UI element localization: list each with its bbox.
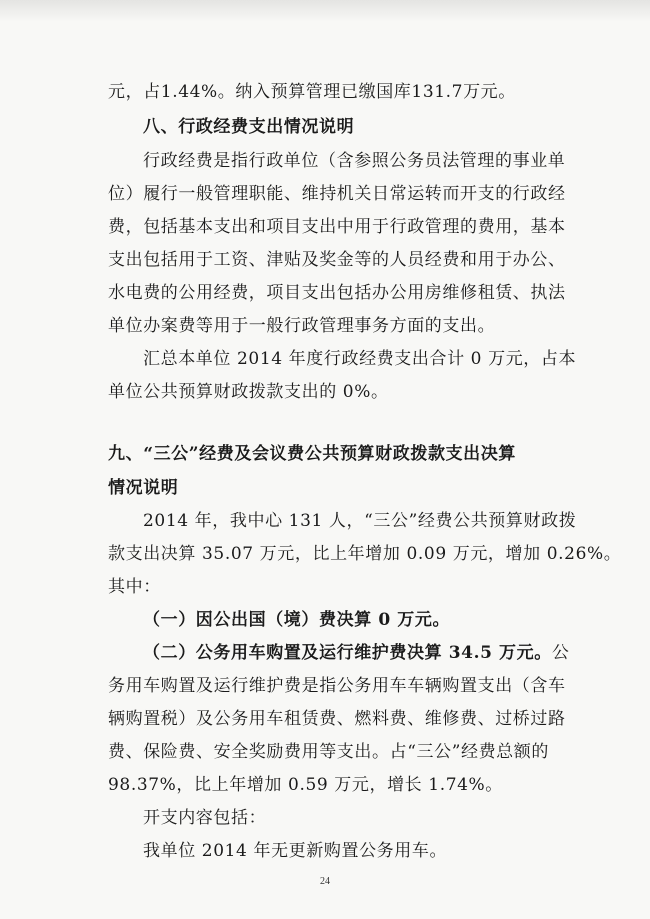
- text-line: 汇总本单位 2014 年度行政经费支出合计 0 万元，占本: [143, 349, 577, 369]
- text-line: 其中：: [108, 577, 161, 597]
- text-line: 单位公共预算财政拨款支出的 0%。: [108, 382, 389, 402]
- text-line: 元，占1.44%。纳入预算管理已缴国库131.7万元。: [108, 82, 516, 102]
- text-line: 行政经费是指行政单位（含参照公务员法管理的事业单: [143, 151, 566, 171]
- text-line: 开支内容包括：: [143, 808, 267, 828]
- subsection-heading-2: （二）公务用车购置及运行维护费决算 34.5 万元。: [143, 643, 552, 663]
- text-line: 单位办案费等用于一般行政管理事务方面的支出。: [108, 316, 496, 336]
- text-line: 费、保险费、安全奖励费用等支出。占“三公”经费总额的: [108, 742, 549, 762]
- text-line: 我单位 2014 年无更新购置公务用车。: [143, 841, 448, 861]
- text-line: [143, 641, 578, 665]
- scan-top-edge: [0, 0, 650, 22]
- text-line: 水电费的公用经费，项目支出包括办公用房维修租赁、执法: [108, 283, 566, 303]
- subsection-heading-1: （一）因公出国（境）费决算 0 万元。: [143, 610, 451, 630]
- text-line: 支出包括用于工资、津贴及奖金等的人员经费和用于办公、: [108, 250, 566, 270]
- section-heading-9-cont: 情况说明: [108, 478, 179, 498]
- text-line: 务用车购置及运行维护费是指公务用车车辆购置支出（含车: [108, 676, 566, 696]
- section-heading-8: 八、行政经费支出情况说明: [143, 117, 355, 137]
- section-heading-9: 九、“三公”经费及会议费公共预算财政拨款支出决算: [108, 444, 516, 464]
- text-line: 98.37%，比上年增加 0.59 万元，增长 1.74%。: [108, 775, 503, 795]
- text-line: 2014 年，我中心 131 人，“三公”经费公共预算财政拨: [143, 511, 577, 531]
- text-line: 费，包括基本支出和项目支出中用于行政管理的费用，基本: [108, 217, 566, 237]
- page-number: 24: [320, 876, 330, 887]
- text-line: 位）履行一般管理职能、维持机关日常运转而开支的行政经: [108, 184, 566, 204]
- text-line: 款支出决算 35.07 万元，比上年增加 0.09 万元，增加 0.26%。: [108, 544, 622, 564]
- text-fragment: 公: [551, 643, 570, 663]
- text-line: 辆购置税）及公务用车租赁费、燃料费、维修费、过桥过路: [108, 709, 566, 729]
